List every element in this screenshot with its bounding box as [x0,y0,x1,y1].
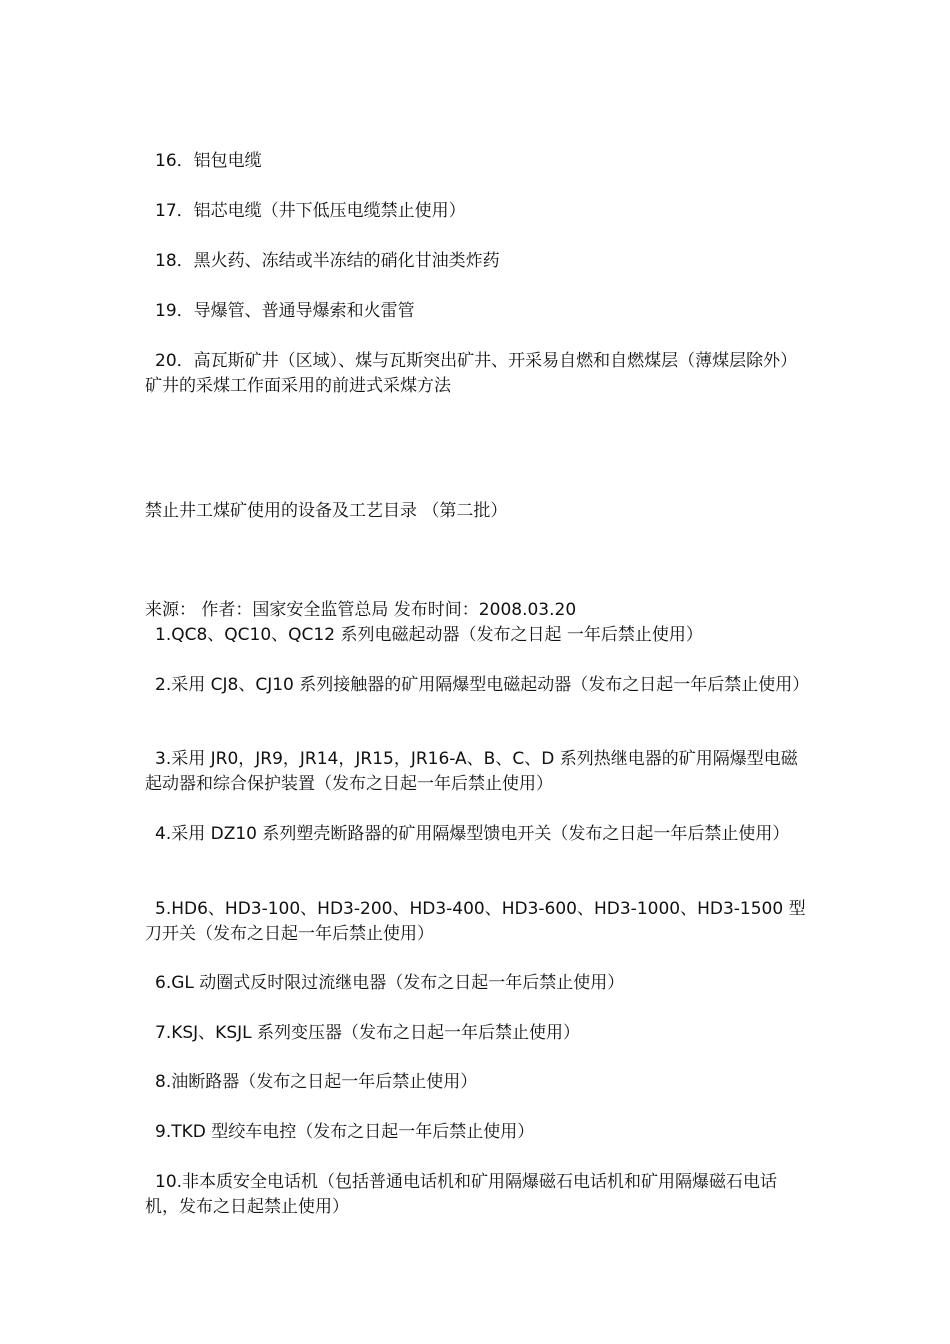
list-item-19: 19．导爆管、普通导爆索和火雷管 [155,301,415,321]
list-item-3: 3.采用 JR0，JR9，JR14，JR15，JR16-A、B、C、D 系列热继电器的矿用隔爆型电磁起动器和综合保护装置（发布之日起一年后禁止使用） [145,749,798,794]
list-item-6: 6.GL 动圈式反时限过流继电器（发布之日起一年后禁止使用） [155,973,625,993]
list-item-5: 5.HD6、HD3-100、HD3-200、HD3-400、HD3-600、HD3-1000、HD3-1500 型刀开关（发布之日起一年后禁止使用） [145,899,806,944]
list-item-18: 18．黑火药、冻结或半冻结的硝化甘油类炸药 [155,251,500,271]
list-item-16: 16．铝包电缆 [155,151,262,171]
list-item-10: 10.非本质安全电话机（包括普通电话机和矿用隔爆磁石电话机和矿用隔爆磁石电话机，发布之日起禁止使用） [145,1172,778,1217]
list-item-17: 17．铝芯电缆（井下低压电缆禁止使用） [155,201,466,221]
list-item-20: 20．高瓦斯矿井（区域）、煤与瓦斯突出矿井、开采易自燃和自燃煤层（薄煤层除外）矿井的采煤工作面采用的前进式采煤方法 [145,351,798,396]
list-item-2: 2.采用 CJ8、CJ10 系列接触器的矿用隔爆型电磁起动器（发布之日起一年后禁止使用） [155,675,810,695]
section-heading: 禁止井工煤矿使用的设备及工艺目录 （第二批） [145,501,508,521]
source-line: 来源： 作者：国家安全监管总局 发布时间：2008.03.20 [145,600,577,620]
list-item-9: 9.TKD 型绞车电控（发布之日起一年后禁止使用） [155,1122,535,1142]
list-item-8: 8.油断路器（发布之日起一年后禁止使用） [155,1072,478,1092]
list-item-7: 7.KSJ、KSJL 系列变压器（发布之日起一年后禁止使用） [155,1023,580,1043]
list-item-1: 1.QC8、QC10、QC12 系列电磁起动器（发布之日起 一年后禁止使用） [155,625,703,645]
list-item-4: 4.采用 DZ10 系列塑壳断路器的矿用隔爆型馈电开关（发布之日起一年后禁止使用） [155,824,790,844]
